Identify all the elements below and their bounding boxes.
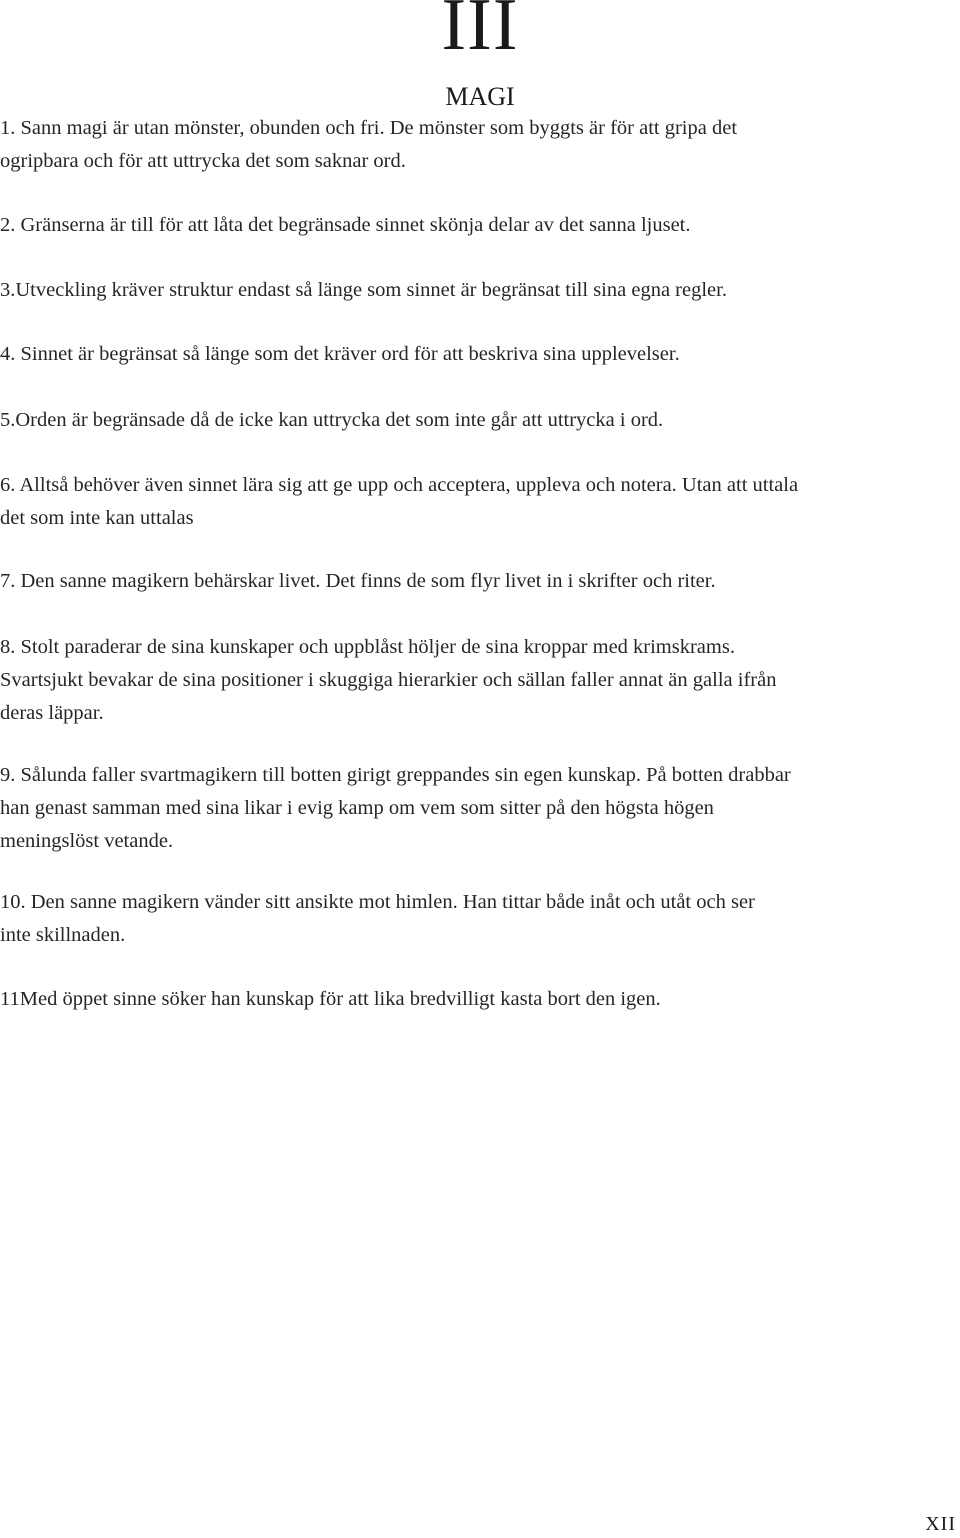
paragraph-line: 5.Orden är begränsade då de icke kan uttrycka det som inte går att uttrycka i ord. — [0, 409, 664, 431]
paragraph-line: 4. Sinnet är begränsat så länge som det kräver ord för att beskriva sina upplevelser. — [0, 343, 680, 365]
paragraph-line: 9. Sålunda faller svartmagikern till botten girigt greppandes sin egen kunskap. På botten drabbar — [0, 764, 791, 786]
paragraph-line: ogripbara och för att uttrycka det som saknar ord. — [0, 150, 406, 172]
paragraph-7 — [0, 565, 958, 598]
paragraph-1 — [0, 112, 958, 178]
paragraph-3 — [0, 274, 958, 307]
paragraph-line: 6. Alltså behöver även sinnet lära sig att ge upp och acceptera, uppleva och notera. Utan att uttala — [0, 474, 799, 496]
paragraph-6 — [0, 469, 958, 535]
paragraph-11 — [0, 983, 958, 1016]
paragraph-5 — [0, 404, 958, 437]
paragraph-line: 7. Den sanne magikern behärskar livet. Det finns de som flyr livet in i skrifter och riter. — [0, 570, 716, 592]
paragraph-9 — [0, 759, 958, 858]
paragraph-8 — [0, 631, 958, 730]
paragraph-line: 8. Stolt paraderar de sina kunskaper och uppblåst höljer de sina kroppar med krimskrams. — [0, 636, 735, 658]
paragraph-line: han genast samman med sina likar i evig kamp om vem som sitter på den högsta högen — [0, 797, 714, 819]
paragraph-4 — [0, 338, 958, 371]
paragraph-line: Svartsjukt bevakar de sina positioner i skuggiga hierarkier och sällan faller annat än galla ifrån — [0, 669, 777, 691]
paragraph-line: 10. Den sanne magikern vänder sitt ansikte mot himlen. Han tittar både inåt och utåt och ser — [0, 891, 755, 913]
page-number: XII — [925, 1513, 956, 1535]
paragraph-line: 1. Sann magi är utan mönster, obunden och fri. De mönster som byggts är för att gripa det — [0, 117, 738, 139]
paragraph-line: 3.Utveckling kräver struktur endast så länge som sinnet är begränsat till sina egna regler. — [0, 279, 727, 301]
paragraph-line: 2. Gränserna är till för att låta det begränsade sinnet skönja delar av det sanna ljuset. — [0, 214, 691, 236]
paragraph-2 — [0, 209, 958, 242]
paragraph-line: det som inte kan uttalas — [0, 507, 194, 529]
paragraph-line: 11Med öppet sinne söker han kunskap för att lika bredvilligt kasta bort den igen. — [0, 988, 661, 1010]
paragraph-line: meningslöst vetande. — [0, 830, 174, 852]
paragraph-10 — [0, 886, 958, 952]
chapter-title: MAGI — [445, 82, 515, 111]
paragraph-line: inte skillnaden. — [0, 924, 126, 946]
paragraph-line: deras läppar. — [0, 702, 104, 724]
chapter-number: III — [441, 0, 519, 66]
